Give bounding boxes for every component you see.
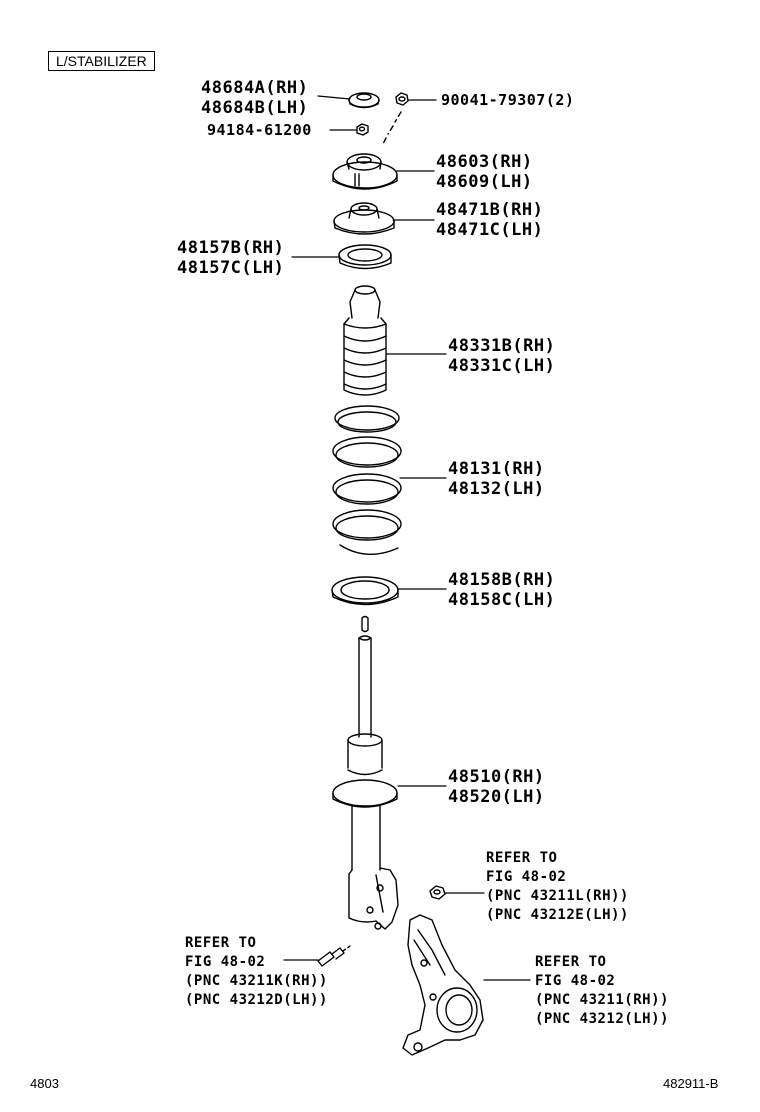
knuckle-nut-drawing bbox=[430, 886, 445, 899]
support-cap-drawing bbox=[349, 93, 379, 108]
bolt-ref-line3[interactable]: (PNC 43211K(RH)) bbox=[185, 973, 328, 989]
part-label-48131[interactable]: 48131(RH) bbox=[448, 459, 545, 479]
page-code: 4803 bbox=[30, 1076, 59, 1091]
part-label-48471b[interactable]: 48471B(RH) bbox=[436, 200, 544, 220]
category-label: L/STABILIZER bbox=[48, 51, 155, 71]
dashed-guide bbox=[383, 112, 401, 144]
knuckle-ref-line1[interactable]: REFER TO bbox=[535, 954, 607, 970]
part-label-48471c[interactable]: 48471C(LH) bbox=[436, 220, 544, 240]
nut-ref-line1[interactable]: REFER TO bbox=[486, 850, 558, 866]
bolt-drawing bbox=[318, 946, 350, 966]
part-label-48510[interactable]: 48510(RH) bbox=[448, 767, 545, 787]
part-label-48684a[interactable]: 48684A(RH) bbox=[201, 78, 309, 98]
knuckle-ref-line2[interactable]: FIG 48-02 bbox=[535, 973, 616, 989]
part-label-48157b[interactable]: 48157B(RH) bbox=[177, 238, 285, 258]
part-label-48158c[interactable]: 48158C(LH) bbox=[448, 590, 556, 610]
part-label-48132[interactable]: 48132(LH) bbox=[448, 479, 545, 499]
nut-ref-line4[interactable]: (PNC 43212E(LH)) bbox=[486, 907, 629, 923]
part-label-48520[interactable]: 48520(LH) bbox=[448, 787, 545, 807]
part-label-48331c[interactable]: 48331C(LH) bbox=[448, 356, 556, 376]
part-label-48603[interactable]: 48603(RH) bbox=[436, 152, 533, 172]
bolt-ref-line2[interactable]: FIG 48-02 bbox=[185, 954, 266, 970]
nut-ref-line3[interactable]: (PNC 43211L(RH)) bbox=[486, 888, 629, 904]
figure-code: 482911-B bbox=[663, 1076, 719, 1091]
part-label-48684b[interactable]: 48684B(LH) bbox=[201, 98, 309, 118]
bolt-ref-line1[interactable]: REFER TO bbox=[185, 935, 257, 951]
strut-support-drawing bbox=[333, 154, 397, 189]
part-label-48157c[interactable]: 48157C(LH) bbox=[177, 258, 285, 278]
bumper-boot-drawing bbox=[344, 286, 386, 395]
knuckle-ref-line4[interactable]: (PNC 43212(LH)) bbox=[535, 1011, 669, 1027]
bolt-ref-line4[interactable]: (PNC 43212D(LH)) bbox=[185, 992, 328, 1008]
shock-absorber-drawing bbox=[333, 617, 398, 930]
part-label-94184[interactable]: 94184-61200 bbox=[207, 121, 312, 139]
lower-insulator-drawing bbox=[332, 577, 398, 605]
part-label-48331b[interactable]: 48331B(RH) bbox=[448, 336, 556, 356]
nut-ref-line2[interactable]: FIG 48-02 bbox=[486, 869, 567, 885]
steering-knuckle-drawing bbox=[403, 915, 483, 1055]
upper-insulator-drawing bbox=[339, 245, 391, 269]
nut-drawing bbox=[396, 93, 408, 105]
small-nut-drawing bbox=[357, 124, 368, 135]
knuckle-ref-line3[interactable]: (PNC 43211(RH)) bbox=[535, 992, 669, 1008]
bearing-drawing bbox=[334, 203, 394, 234]
part-label-48158b[interactable]: 48158B(RH) bbox=[448, 570, 556, 590]
part-label-90041[interactable]: 90041-79307(2) bbox=[441, 91, 575, 109]
part-label-48609[interactable]: 48609(LH) bbox=[436, 172, 533, 192]
coil-spring-drawing bbox=[333, 406, 401, 554]
